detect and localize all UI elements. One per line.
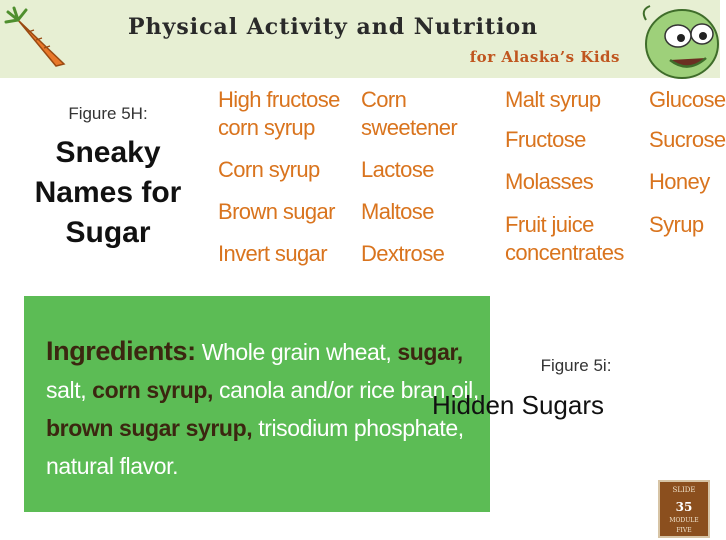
sugar-name-item <box>649 126 726 154</box>
hidden-sugar-term: corn syrup, <box>92 377 214 403</box>
sugar-name-line: concentrates <box>505 240 624 265</box>
sugar-name-line: Corn syrup <box>218 157 320 182</box>
sugar-name-line: Glucose <box>649 87 726 112</box>
sugar-name-item <box>218 240 327 268</box>
sugar-name-item <box>649 211 703 239</box>
sugar-name-line: Molasses <box>505 169 594 194</box>
figure-5h-title-line: Sneaky <box>55 136 161 169</box>
sugar-name-item <box>361 86 457 142</box>
sugar-name-line: Malt syrup <box>505 87 601 112</box>
ingredient-text: Whole grain wheat, <box>195 339 398 365</box>
hidden-sugar-term: sugar, <box>397 339 463 365</box>
sugar-name-item <box>361 240 444 268</box>
sugar-name-item <box>505 86 600 114</box>
sugar-name-line: corn syrup <box>218 115 315 140</box>
ingredients-label <box>24 296 490 512</box>
sugar-name-line: Brown sugar <box>218 199 335 224</box>
sugar-name-line: Fruit juice <box>505 212 594 237</box>
badge-module-line: FIVE <box>676 527 692 534</box>
slide-number-badge <box>658 480 710 538</box>
ingredient-text: trisodium phosphate, natural flavor. <box>46 415 464 479</box>
sugar-name-item <box>218 198 335 226</box>
sugar-name-item <box>505 168 593 196</box>
sugar-name-item <box>361 156 434 184</box>
ingredient-text: canola and/or rice bran oil, <box>213 377 479 403</box>
mascot-icon <box>632 0 720 80</box>
sugar-name-item <box>649 168 710 196</box>
sugar-name-line: Dextrose <box>361 241 445 266</box>
ingredient-text: salt, <box>46 377 93 403</box>
ingredients-heading: Ingredients: <box>46 336 196 366</box>
sugar-name-item <box>218 156 320 184</box>
sugar-name-line: sweetener <box>361 115 458 140</box>
figure-5i-title <box>432 390 720 421</box>
figure-5h-title-line: Sugar <box>65 216 151 249</box>
carrot-icon <box>4 6 74 70</box>
sugar-name-line: Invert sugar <box>218 241 327 266</box>
sugar-name-line: Corn <box>361 87 407 112</box>
sugar-name-item <box>361 198 434 226</box>
figure-5h-label: Figure 5H: <box>68 104 148 123</box>
sugar-name-line: Fructose <box>505 127 586 152</box>
sugar-name-item <box>218 86 340 142</box>
badge-slide-label: SLIDE <box>672 486 696 494</box>
figure-5h-title <box>22 133 194 253</box>
sugar-name-line: Syrup <box>649 212 704 237</box>
sugar-name-item <box>505 126 586 154</box>
figure-5h-title-line: Names for <box>34 176 182 209</box>
sugar-name-item <box>649 86 726 114</box>
sugar-name-item <box>505 211 624 267</box>
sugar-name-line: Lactose <box>361 157 434 182</box>
header-title: Physical Activity and Nutrition <box>128 14 539 40</box>
badge-module-line: MODULE <box>669 517 699 524</box>
sugar-name-line: Honey <box>649 169 710 194</box>
figure-5i-label: Figure 5i: <box>540 356 612 375</box>
sugar-name-line: Maltose <box>361 199 434 224</box>
badge-slide-number: 35 <box>675 500 693 514</box>
sugar-name-line: Sucrose <box>649 127 726 152</box>
figure-5i-title-text: Hidden Sugars <box>432 390 604 420</box>
sugar-name-line: High fructose <box>218 87 340 112</box>
hidden-sugar-term: brown sugar syrup, <box>46 415 253 441</box>
header-subtitle: for Alaska’s Kids <box>469 48 620 66</box>
header-banner <box>0 0 720 78</box>
